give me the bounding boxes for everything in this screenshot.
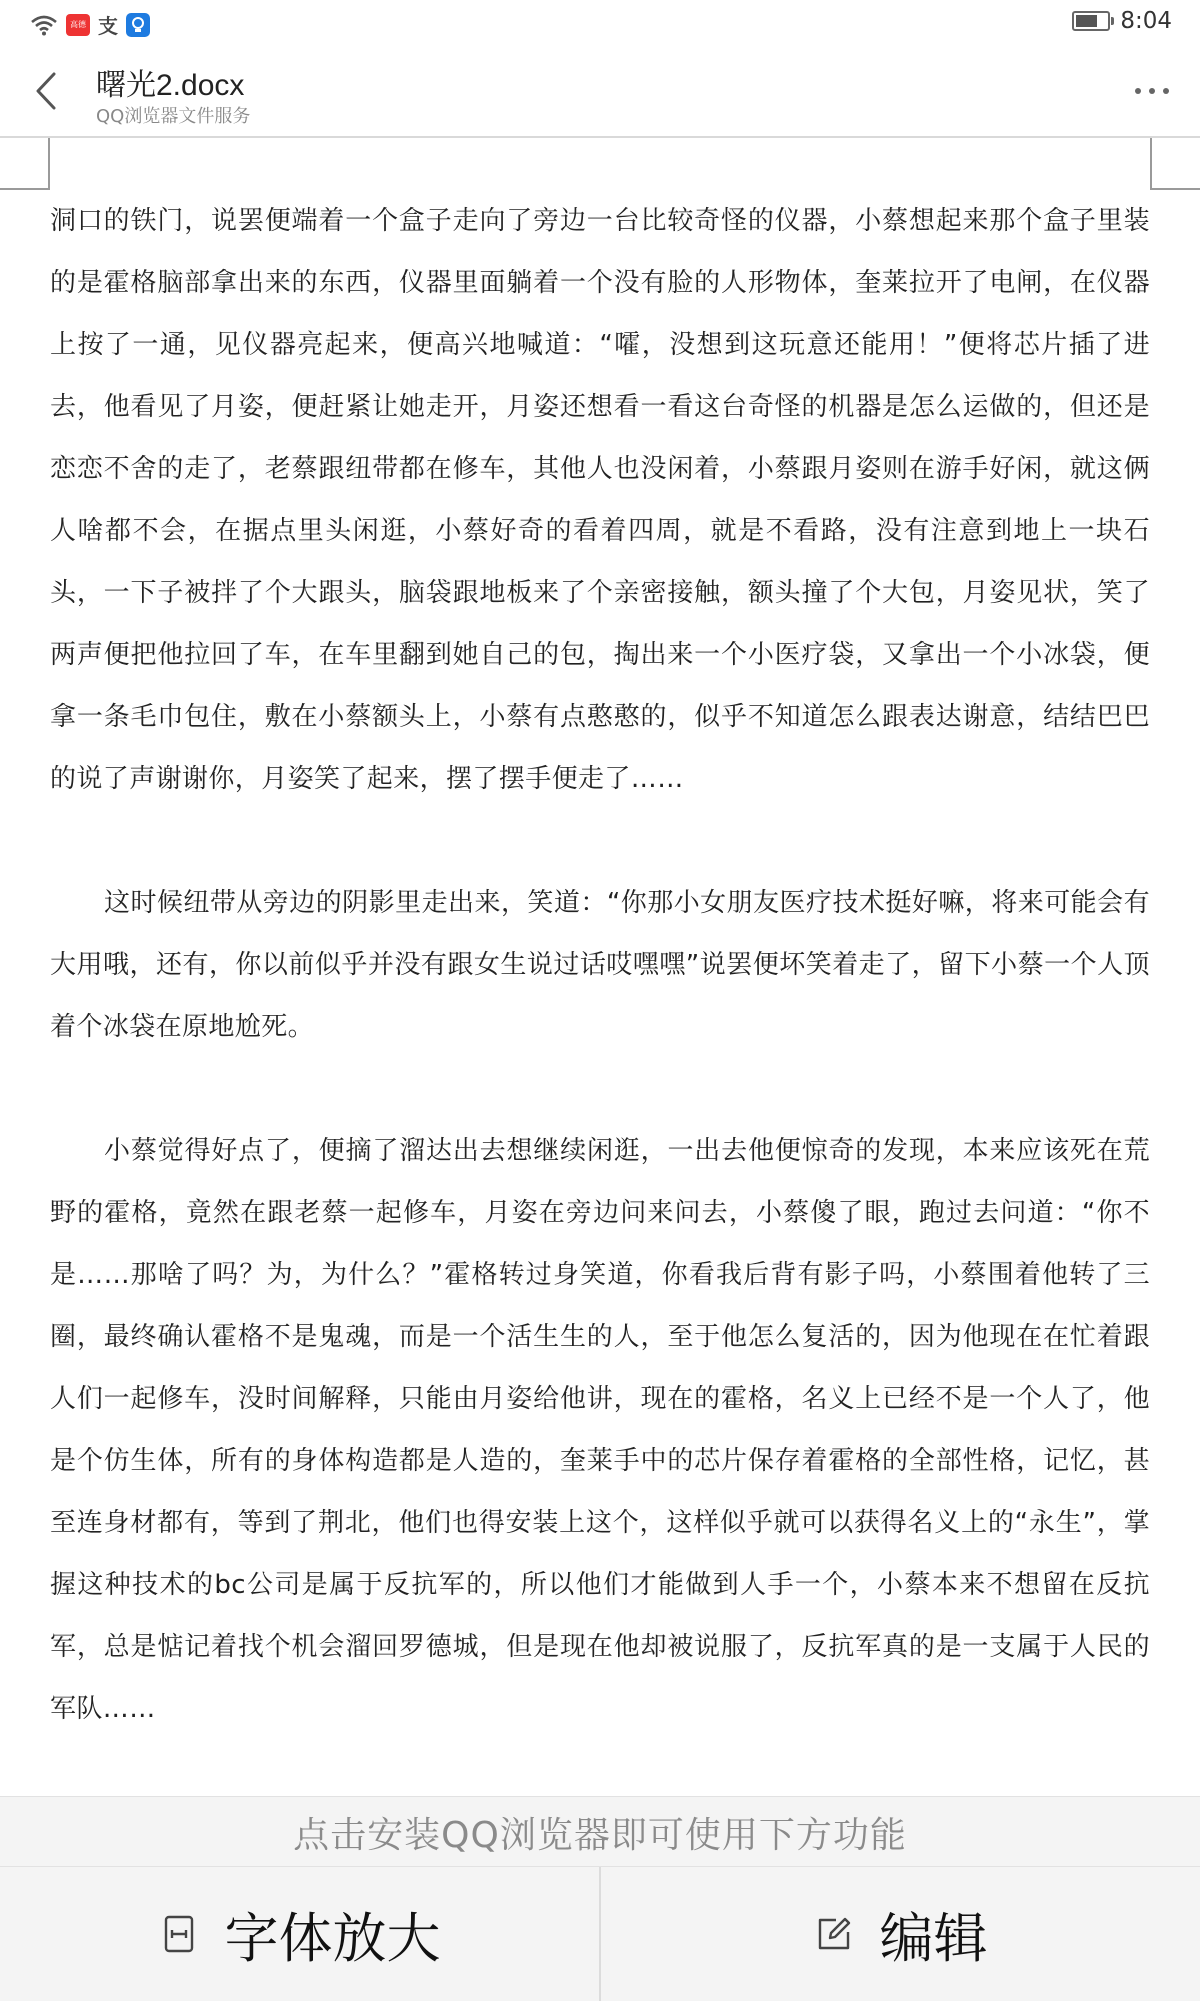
install-promo-banner[interactable] [0,1796,1200,1867]
page-corner-mark-right [1150,138,1200,190]
back-icon[interactable] [28,68,68,114]
clock: 8:04 [1120,8,1172,34]
edit-button[interactable] [599,1867,1200,2001]
app-header [0,46,1200,138]
battery-icon [1072,11,1110,31]
alipay-icon: 支 [98,14,118,38]
document-subtitle: QQ浏览器文件服务 [96,106,251,127]
paragraph: 小蔡觉得好点了，便摘了溜达出去想继续闲逛，一出去他便惊奇的发现，本来应该死在荒野的霍格，竟然在跟老蔡一起修车，月姿在旁边问来问去，小蔡傻了眼，跑过去问道：“你不是……那啥了吗？为，为什么？”霍格转过身笑道，你看我后背有影子吗，小蔡围着他转了三圈，最终确认霍格不是鬼魂，而是一个活生生的人，至于他怎么复活的，因为他现在在忙着跟人们一起修车，没时间解释，只能由月姿给他讲，现在的霍格，名义上已经不是一个人了，他是个仿生体，所有的身体构造都是人造的，奎莱手中的芯片保存着霍格的全部性格，记忆，甚至连身材都有，等到了荆北，他们也得安装上这个，这样似乎就可以获得名义上的“永生”，掌握这种技术的bc公司是属于反抗军的，所以他们才能做到人手一个，小蔡本来不想留在反抗军，总是惦记着找个机会溜回罗德城，但是现在他却被说服了，反抗军真的是一支属于人民的军队…… [50,1136,1150,1724]
font-enlarge-button[interactable] [0,1867,599,2001]
edit-icon [814,1914,854,1954]
install-promo-text: 点击安装QQ浏览器即可使用下方功能 [293,1814,907,1856]
page-corner-mark-left [0,138,50,190]
map-app-icon: 高德 [66,14,90,36]
status-bar [0,0,1200,46]
document-body [50,190,1150,1790]
bottom-toolbar [0,1866,1200,2001]
bulb-app-icon [126,13,150,37]
more-options-icon[interactable] [1130,76,1174,106]
edit-label: 编辑 [879,1906,988,1970]
paragraph: 这时候纽带从旁边的阴影里走出来，笑道：“你那小女朋友医疗技术挺好嘛，将来可能会有大用哦，还有，你以前似乎并没有跟女生说过话哎嘿嘿”说罢便坏笑着走了，留下小蔡一个人顶着个冰袋在原地尬死。 [50,888,1150,1042]
font-enlarge-label: 字体放大 [224,1906,441,1970]
font-enlarge-icon [159,1914,199,1954]
wifi-icon [30,14,58,36]
document-title: 曙光2.docx [96,69,245,102]
paragraph: 洞口的铁门，说罢便端着一个盒子走向了旁边一台比较奇怪的仪器，小蔡想起来那个盒子里装的是霍格脑部拿出来的东西，仪器里面躺着一个没有脸的人形物体，奎莱拉开了电闸，在仪器上按了一通，见仪器亮起来，便高兴地喊道：“嚯，没想到这玩意还能用！”便将芯片插了进去，他看见了月姿，便赶紧让她走开，月姿还想看一看这台奇怪的机器是怎么运做的，但还是恋恋不舍的走了，老蔡跟纽带都在修车，其他人也没闲着，小蔡跟月姿则在游手好闲，就这俩人啥都不会，在据点里头闲逛，小蔡好奇的看着四周，就是不看路，没有注意到地上一块石头，一下子被拌了个大跟头，脑袋跟地板来了个亲密接触，额头撞了个大包，月姿见状，笑了两声便把他拉回了车，在车里翻到她自己的包，掏出来一个小医疗袋，又拿出一个小冰袋，便拿一条毛巾包住，敷在小蔡额头上，小蔡有点憨憨的，似乎不知道怎么跟表达谢意，结结巴巴的说了声谢谢你，月姿笑了起来，摆了摆手便走了…… [50,206,1150,794]
